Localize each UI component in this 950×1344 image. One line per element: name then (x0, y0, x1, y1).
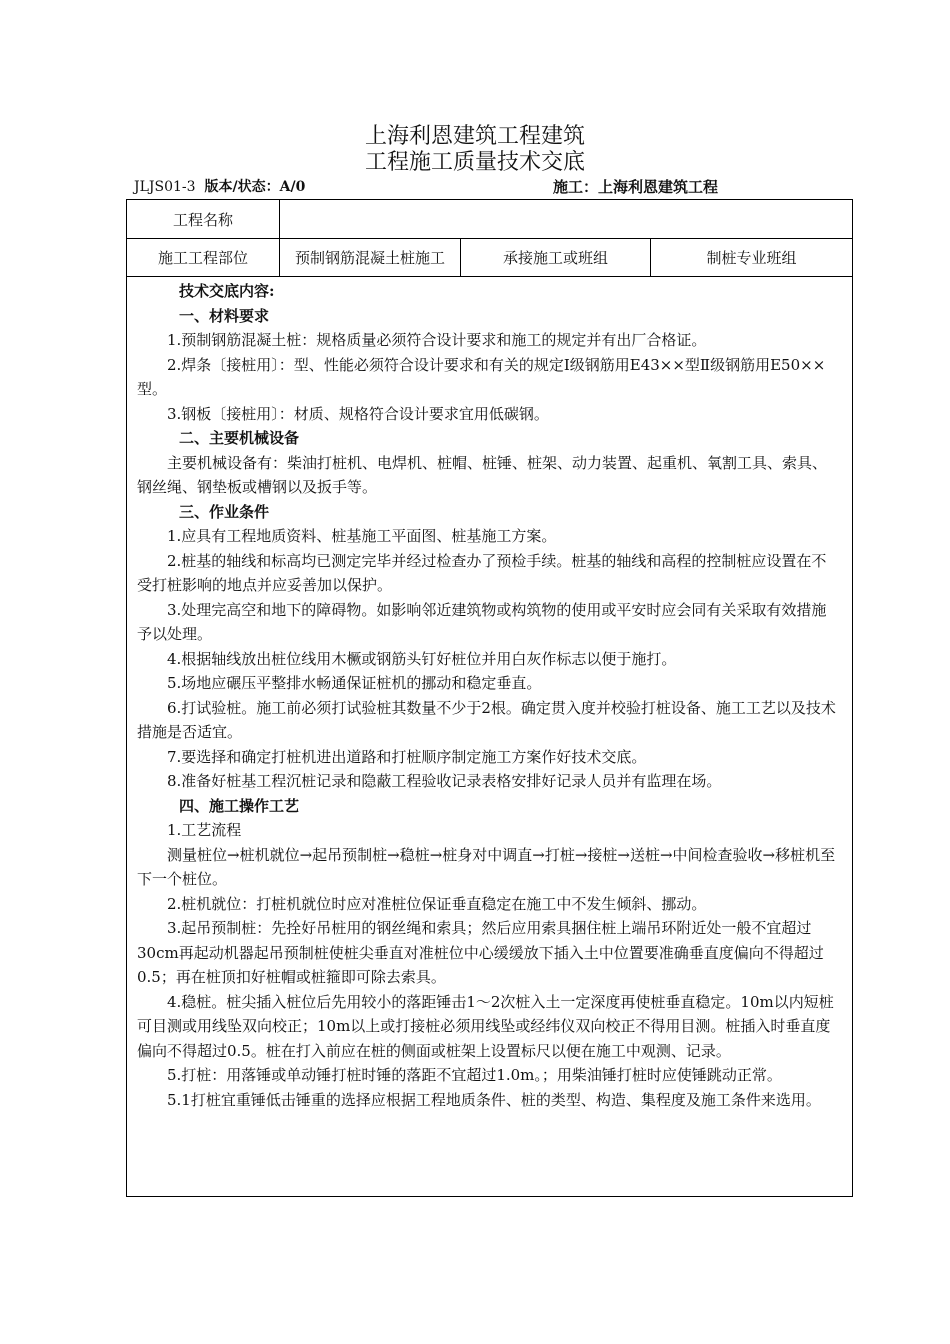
disclosure-table (126, 199, 853, 1197)
content-paragraph: 1.应具有工程地质资料、桩基施工平面图、桩基施工方案。 (167, 527, 557, 545)
content-paragraph: 1.预制钢筋混凝土桩：规格质量必须符合设计要求和施工的规定并有出厂合格证。 (167, 331, 707, 349)
section-heading: 四、施工操作工艺 (179, 796, 300, 815)
project-part-row (127, 239, 852, 277)
doc-code: JLJS01-3 (134, 179, 196, 195)
content-paragraph: 2.桩基的轴线和标高均已测定完毕并经过检查办了预检手续。桩基的轴线和高程的控制桩应设置在不受打桩影响的地点并应妥善加以保护。 (137, 551, 827, 594)
content-paragraph: 5.打桩：用落锤或单动锤打桩时锤的落距不宜超过1.0m。；用柴油锤打桩时应使锤跳动正常。 (167, 1066, 782, 1084)
content-paragraph: 7.要选择和确定打桩机进出道路和打桩顺序制定施工方案作好技术交底。 (167, 747, 647, 766)
project-name-value (280, 200, 852, 238)
content-paragraph: 3.起吊预制桩：先拴好吊桩用的钢丝绳和索具；然后应用索具捆住桩上端吊环附近处一般不宜超过30cm再起动机器起吊预制桩使桩尖垂直对准桩位中心缓缓放下插入土中位置要准确垂直度偏向不得超过0.5；再在桩顶扣好桩帽或桩箍即可除去索具。 (137, 919, 824, 986)
content-heading: 技术交底内容: (179, 282, 275, 300)
team-label: 承接施工或班组 (502, 249, 608, 267)
content-paragraph: 3.处理完高空和地下的障碍物。如影响邻近建筑物或构筑物的使用或平安时应会同有关采取有效措施予以处理。 (137, 600, 827, 643)
content-paragraph: 5.1打桩宜重锤低击锤重的选择应根据工程地质条件、桩的类型、构造、集程度及施工条件来选用。 (167, 1090, 821, 1109)
project-name-label: 工程名称 (172, 210, 233, 229)
document-title-line2: 工程施工质量技术交底 (364, 150, 585, 175)
doc-contractor: 施工：上海利恩建筑工程 (553, 178, 719, 196)
section-heading: 一、材料要求 (179, 306, 270, 325)
content-paragraph: 测量桩位→桩机就位→起吊预制桩→稳桩→桩身对中调直→打桩→接桩→送桩→中间检查验收→移桩机至下一个桩位。 (137, 845, 836, 888)
disclosure-content (127, 279, 852, 1112)
team-value: 制桩专业班组 (706, 249, 797, 267)
content-paragraph: 5.场地应碾压平整排水畅通保证桩机的挪动和稳定垂直。 (167, 674, 542, 692)
content-paragraph: 4.根据轴线放出桩位线用木橛或钢筋头钉好桩位并用白灰作标志以便于施打。 (167, 649, 677, 668)
doc-version: 版本/状态：A/0 (204, 179, 306, 195)
document-title-line1: 上海利恩建筑工程建筑 (364, 124, 585, 149)
content-paragraph: 主要机械设备有：柴油打桩机、电焊机、桩帽、桩锤、桩架、动力装置、起重机、氧割工具、索具、钢丝绳、钢垫板或槽钢以及扳手等。 (137, 453, 828, 496)
content-paragraph: 2.桩机就位：打桩机就位时应对准桩位保证垂直稳定在施工中不发生倾斜、挪动。 (167, 894, 707, 913)
content-paragraph: 3.钢板〔接桩用〕：材质、规格符合设计要求宜用低碳钢。 (167, 404, 549, 423)
section-heading: 三、作业条件 (179, 502, 270, 521)
part-label: 施工工程部位 (157, 249, 248, 267)
content-paragraph: 6.打试验桩。施工前必须打试验桩其数量不少于2根。确定贯入度并校验打桩设备、施工工艺以及技术措施是否适宜。 (137, 698, 836, 741)
project-name-row (127, 200, 852, 239)
content-paragraph: 2.焊条〔接桩用〕：型、性能必须符合设计要求和有关的规定Ⅰ级钢筋用E43××型Ⅱ级钢筋用E50××型。 (137, 355, 826, 398)
section-heading: 二、主要机械设备 (179, 429, 300, 447)
part-value: 预制钢筋混凝土桩施工 (294, 249, 445, 267)
doc-meta-left (134, 178, 305, 196)
content-paragraph: 4.稳桩。桩尖插入桩位后先用较小的落距锤击1～2次桩入土一定深度再使桩垂直稳定。10m以内短桩可目测或用线坠双向校正；10m以上或打接桩必须用线坠或经纬仪双向校正不得用目测。桩插入时垂直度偏向不得超过0.5。桩在打入前应在桩的侧面或桩架上设置标尺以便在施工中观测、记录。 (137, 992, 834, 1060)
content-paragraphs (137, 304, 838, 1113)
content-paragraph: 1.工艺流程 (167, 821, 242, 839)
content-paragraph: 8.准备好桩基工程沉桩记录和隐蔽工程验收记录表格安排好记录人员并有监理在场。 (167, 772, 722, 790)
